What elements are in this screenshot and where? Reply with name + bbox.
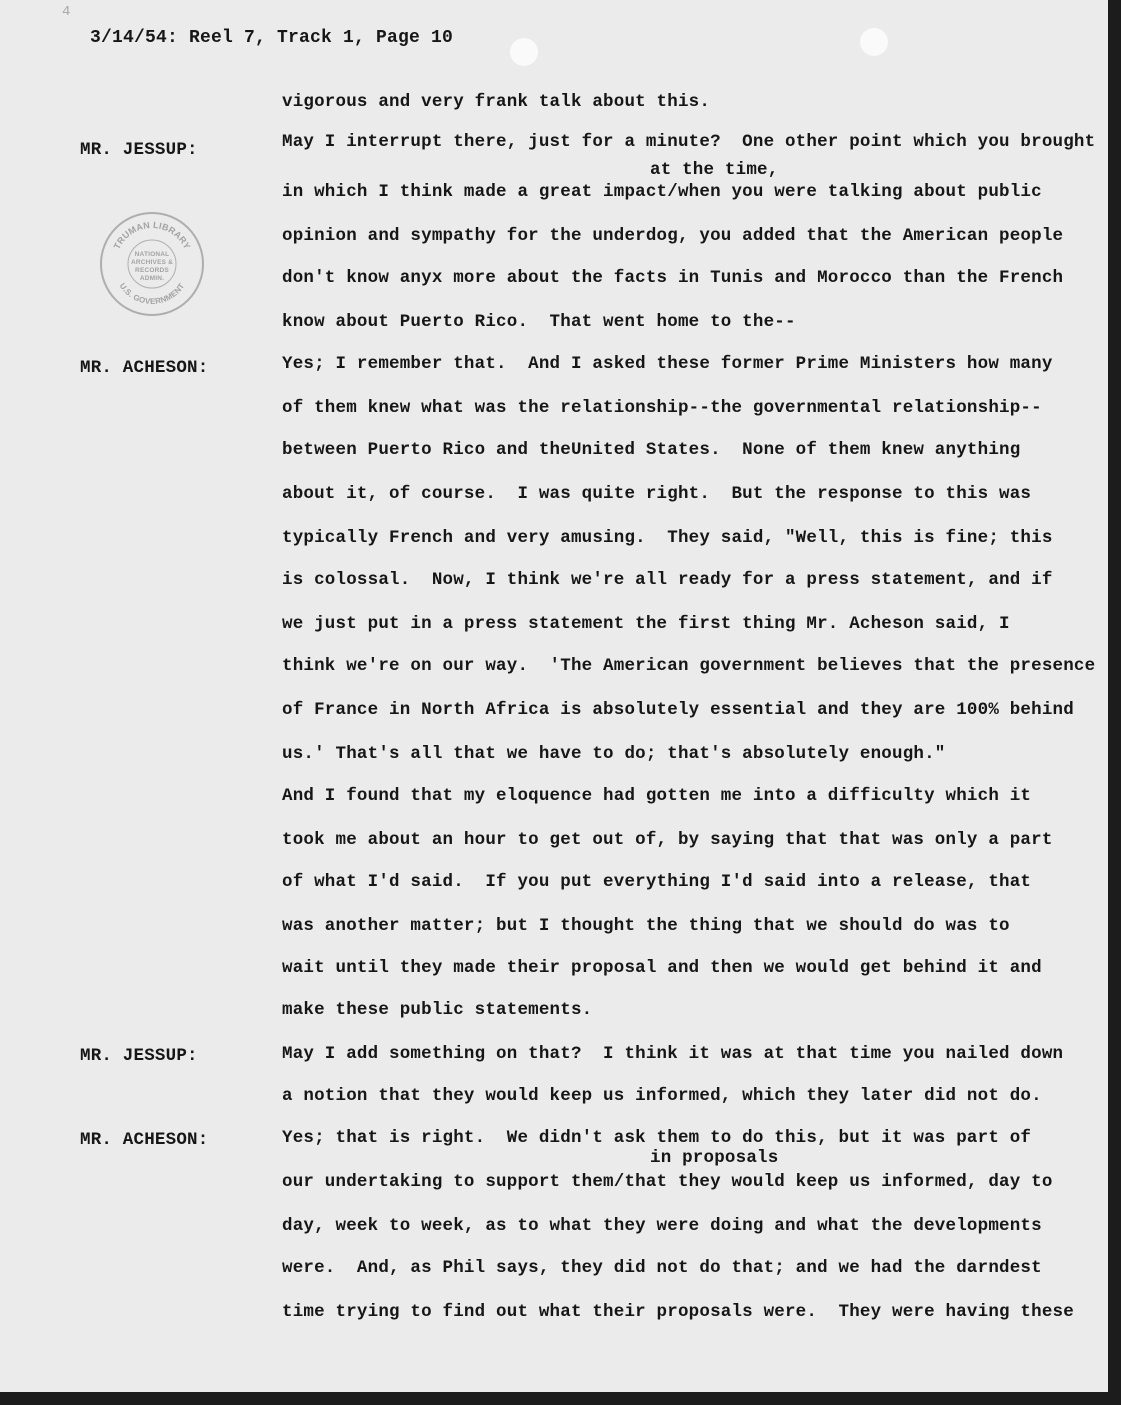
corner-mark: 4 — [62, 4, 71, 20]
text-line: don't know anyx more about the facts in Tunis and Morocco than the French — [282, 268, 1064, 288]
text-line: wait until they made their proposal and then we would get behind it and — [282, 958, 1042, 978]
text-line: in which I think made a great impact/when you were talking about public — [282, 182, 1042, 202]
speaker-label: MR. JESSUP: — [80, 140, 198, 160]
text-line: of them knew what was the relationship--the governmental relationship-- — [282, 398, 1042, 418]
insertion-text: in proposals — [650, 1148, 779, 1168]
stamp-center-3: RECORDS — [135, 267, 169, 274]
text-line: vigorous and very frank talk about this. — [282, 92, 711, 112]
text-line: make these public statements. — [282, 1000, 593, 1020]
text-line: of France in North Africa is absolutely essential and they are 100% behind — [282, 700, 1074, 720]
stamp-top-text: TRUMAN LIBRARY — [111, 219, 193, 251]
text-line: our undertaking to support them/that they would keep us informed, day to — [282, 1172, 1053, 1192]
text-line: think we're on our way. 'The American government believes that the presence — [282, 656, 1096, 676]
page-header: 3/14/54: Reel 7, Track 1, Page 10 — [90, 28, 454, 48]
stamp-bottom-text: U.S. GOVERNMENT — [117, 281, 187, 307]
text-line: were. And, as Phil says, they did not do that; and we had the darndest — [282, 1258, 1042, 1278]
text-line: a notion that they would keep us informed, which they later did not do. — [282, 1086, 1042, 1106]
text-line: about it, of course. I was quite right. But the response to this was — [282, 484, 1032, 504]
library-stamp — [100, 212, 204, 316]
speaker-label: MR. ACHESON: — [80, 1130, 209, 1150]
punch-hole — [860, 28, 888, 56]
text-line: Yes; I remember that. And I asked these former Prime Ministers how many — [282, 354, 1053, 374]
stamp-center-1: NATIONAL — [134, 251, 170, 258]
speaker-label: MR. JESSUP: — [80, 1046, 198, 1066]
text-line: time trying to find out what their proposals were. They were having these — [282, 1302, 1074, 1322]
stamp-center-4: ADMIN. — [139, 275, 165, 282]
text-line: we just put in a press statement the first thing Mr. Acheson said, I — [282, 614, 1010, 634]
text-line: day, week to week, as to what they were doing and what the developments — [282, 1216, 1042, 1236]
text-line: took me about an hour to get out of, by saying that that was only a part — [282, 830, 1053, 850]
text-line: Yes; that is right. We didn't ask them to do this, but it was part of — [282, 1128, 1032, 1148]
text-line: of what I'd said. If you put everything I'd said into a release, that — [282, 872, 1032, 892]
text-line: us.' That's all that we have to do; that's absolutely enough." — [282, 744, 946, 764]
text-line: opinion and sympathy for the underdog, you added that the American people — [282, 226, 1064, 246]
punch-hole — [510, 38, 538, 66]
text-line: May I add something on that? I think it was at that time you nailed down — [282, 1044, 1064, 1064]
speaker-label: MR. ACHESON: — [80, 358, 209, 378]
text-line: And I found that my eloquence had gotten me into a difficulty which it — [282, 786, 1032, 806]
svg-text:TRUMAN LIBRARY — [112, 220, 193, 251]
svg-text:U.S. GOVERNMENT — [118, 282, 187, 307]
stamp-graphic — [102, 214, 202, 314]
text-line: know about Puerto Rico. That went home to the-- — [282, 312, 796, 332]
stamp-center-2: ARCHIVES & — [130, 259, 174, 266]
text-line: between Puerto Rico and theUnited States. None of them knew anything — [282, 440, 1021, 460]
text-line: is colossal. Now, I think we're all ready for a press statement, and if — [282, 570, 1053, 590]
text-line: typically French and very amusing. They said, "Well, this is fine; this — [282, 528, 1053, 548]
text-line: May I interrupt there, just for a minute? One other point which you brought — [282, 132, 1096, 152]
insertion-text: at the time, — [650, 160, 779, 180]
text-line: was another matter; but I thought the thing that we should do was to — [282, 916, 1010, 936]
